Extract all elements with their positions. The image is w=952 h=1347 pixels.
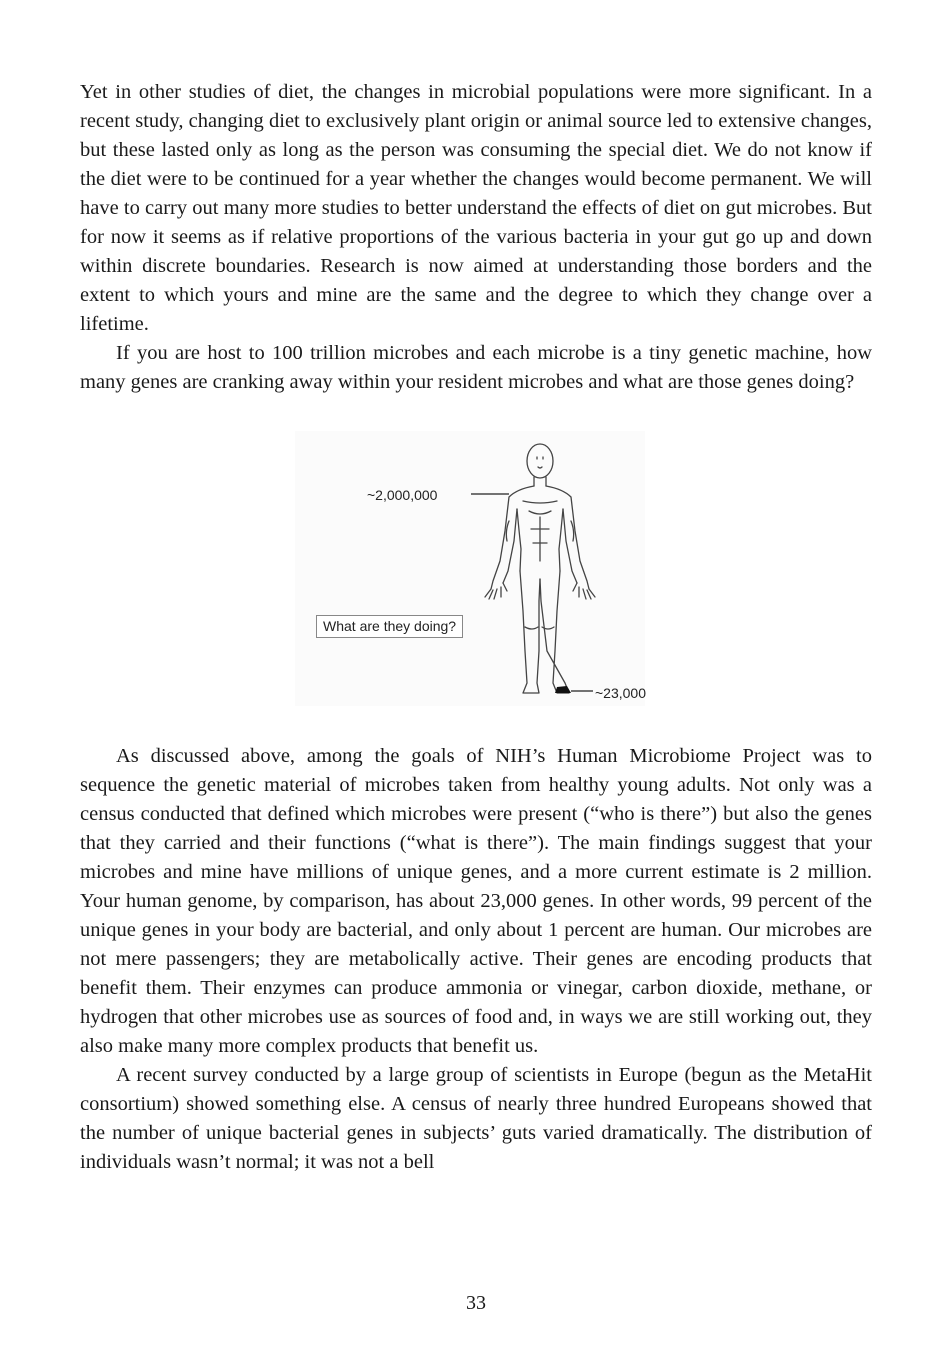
figure-human-vs-microbial-genes: [295, 431, 645, 706]
microbial-genes-label: ~2,000,000: [367, 487, 438, 503]
human-body-illustration: [295, 431, 645, 706]
paragraph-genes-question: If you are host to 100 trillion microbes and each microbe is a tiny genetic machine, how many genes are cranking away within your resident microbes and what are those genes doing?: [80, 342, 872, 393]
human-genes-label: ~23,000: [595, 685, 646, 701]
paragraph-metahit-survey: A recent survey conducted by a large group of scientists in Europe (begun as the MetaHit consortium) showed something else. A census of nearly three hundred Europeans showed that the number of unique bacterial genes in subjects’ guts varied dramatically. The distribution of individuals wasn’t normal; it was not a bell: [80, 1064, 872, 1173]
page-number: 33: [466, 1292, 486, 1314]
paragraph-hmp-findings: As discussed above, among the goals of NIH’s Human Microbiome Project was to sequence the genetic material of microbes taken from healthy young adults. Not only was a census conducted that defined which microbes were present (“who is there”) but also the genes that they carried and their functions (“what is there”). The main findings suggest that your microbes and mine have millions of unique genes, and a more current estimate is 2 million. Your human genome, by comparison, has about 23,000 genes. In other words, 99 percent of the unique genes in your body are bacterial, and only about 1 percent are human. Our microbes are not mere passengers; they are metabolically active. Their genes are encoding products that benefit them. Their enzymes can produce ammonia or vinegar, carbon dioxide, methane, or hydrogen that other microbes use as sources of food and, in ways we are still working out, they also make many more complex products that benefit us.: [80, 745, 872, 1057]
page-body: [80, 78, 872, 1177]
question-box: What are they doing?: [316, 615, 463, 638]
paragraph-diet-studies: Yet in other studies of diet, the changes in microbial populations were more significant. In a recent study, changing diet to exclusively plant origin or animal source led to extensive changes, but these lasted only as long as the person was consuming the special diet. We do not know if the diet were to be continued for a year whether the changes would become permanent. We will have to carry out many more studies to better understand the effects of diet on gut microbes. But for now it seems as if relative proportions of the various bacteria in your gut go up and down within discrete boundaries. Research is now aimed at understanding those borders and the extent to which yours and mine are the same and the degree to which they change over a lifetime.: [80, 81, 872, 335]
